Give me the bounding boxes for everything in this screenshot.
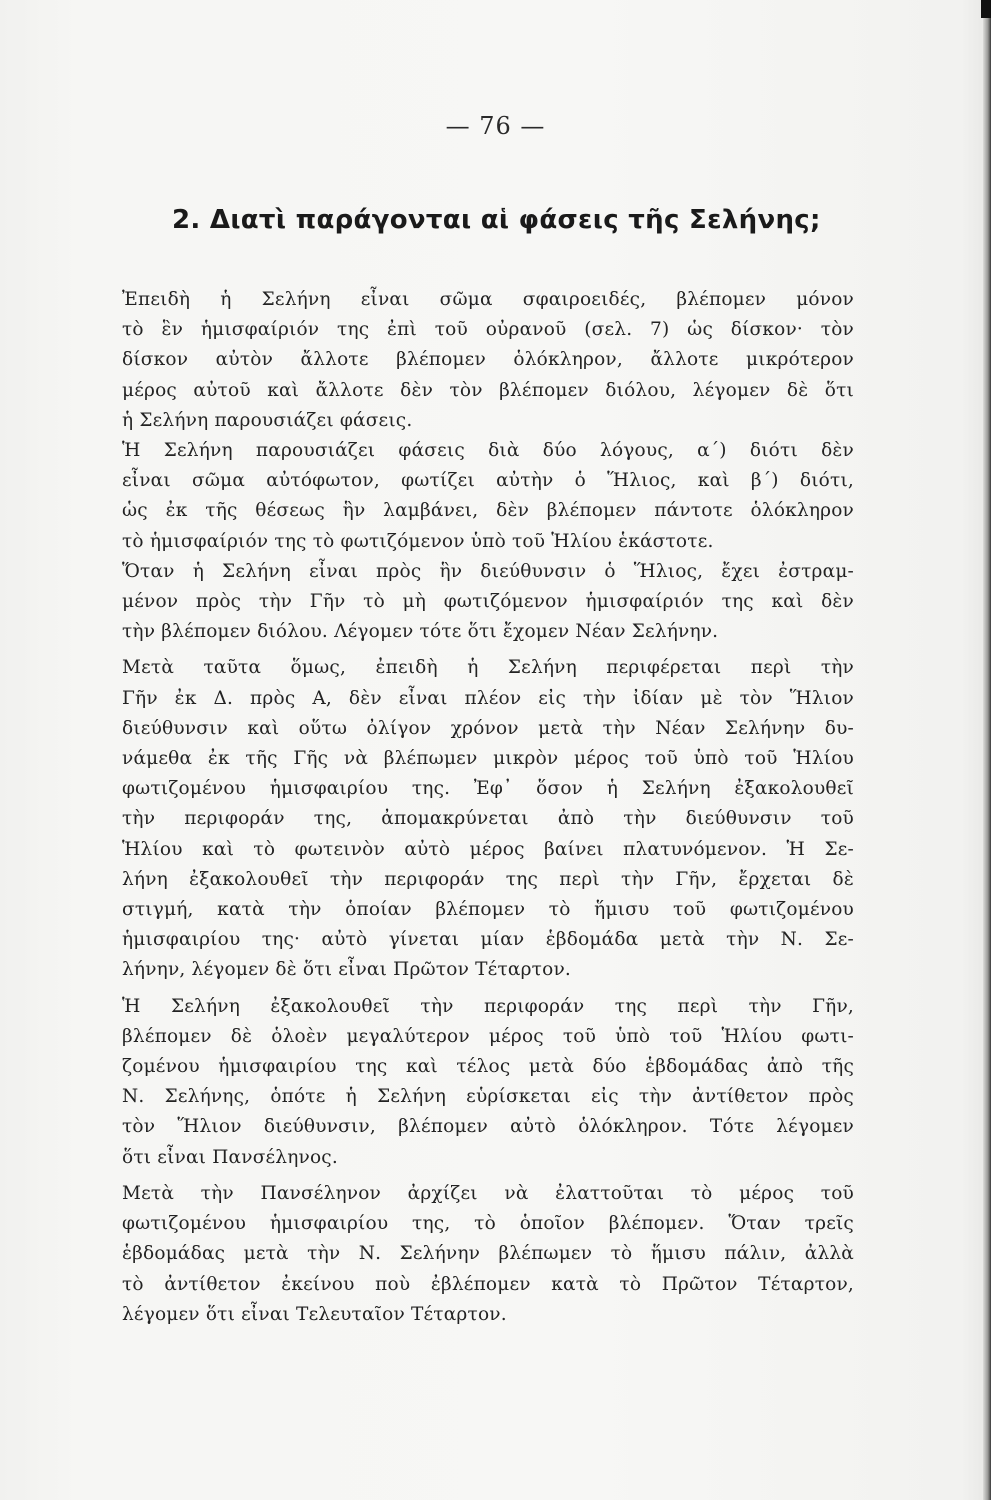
text-line: ἑβδομάδας μετὰ τὴν Ν. Σελήνην βλέπωμεν τὸ ἥμισυ πάλιν, ἀλλὰ — [122, 1243, 854, 1265]
text-line: στιγμή, κατὰ τὴν ὁποίαν βλέπομεν τὸ ἥμισυ τοῦ φωτιζομένου — [122, 899, 854, 921]
scan-edge-mark — [981, 0, 991, 18]
text-line: Ἐπειδὴ ἡ Σελήνη εἶναι σῶμα σφαιροειδές, βλέπομεν μόνον — [122, 289, 854, 310]
text-line: Γῆν ἐκ Δ. πρὸς Α, δὲν εἶναι πλέον εἰς τὴν ἰδίαν μὲ τὸν Ἥλιον — [122, 687, 854, 709]
text-line: Μετὰ τὴν Πανσέληνον ἀρχίζει νὰ ἐλαττοῦται τὸ μέρος τοῦ — [122, 1182, 854, 1204]
text-line: ζομένου ἡμισφαιρίου της καὶ τέλος μετὰ δύο ἑβδομάδας ἀπὸ τῆς — [122, 1056, 854, 1078]
text-line: τὸ ἡμισφαίριόν της τὸ φωτιζόμενον ὑπὸ τοῦ Ἡλίου ἑκάστοτε. — [122, 530, 714, 552]
text-line: μέρος αὐτοῦ καὶ ἄλλοτε δὲν τὸν βλέπομεν διόλου, λέγομεν δὲ ὅτι — [122, 379, 854, 401]
page-number: — 76 — — [445, 112, 546, 140]
paragraph-4 — [122, 653, 854, 985]
text-line: λέγομεν ὅτι εἶναι Τελευταῖον Τέταρτον. — [122, 1303, 507, 1325]
text-line: εἶναι σῶμα αὐτόφωτον, φωτίζει αὐτὴν ὁ Ἥλιος, καὶ β΄) διότι, — [122, 470, 854, 492]
text-line: τὸ ἓν ἡμισφαίριόν της ἐπὶ τοῦ οὐρανοῦ (σελ. 7) ὡς δίσκον· τὸν — [122, 319, 854, 341]
text-line: Ἡλίου καὶ τὸ φωτεινὸν αὐτὸ μέρος βαίνει πλατυνόμενον. Ἡ Σε- — [122, 838, 854, 860]
text-line: ὅτι εἶναι Πανσέληνος. — [122, 1146, 338, 1168]
text-line: Ἡ Σελήνη παρουσιάζει φάσεις διὰ δύο λόγους, α΄) διότι δὲν — [122, 440, 854, 462]
text-line: φωτιζομένου ἡμισφαιρίου της. Ἐφ᾽ ὅσον ἡ Σελήνη ἐξακολουθεῖ — [122, 778, 854, 800]
text-line: ἡμισφαιρίου της· αὐτὸ γίνεται μίαν ἑβδομάδα μετὰ τὴν Ν. Σε- — [122, 929, 854, 951]
text-line: νάμεθα ἐκ τῆς Γῆς νὰ βλέπωμεν μικρὸν μέρος τοῦ ὑπὸ τοῦ Ἡλίου — [122, 748, 854, 770]
text-line: διεύθυνσιν καὶ οὕτω ὀλίγον χρόνον μετὰ τὴν Νέαν Σελήνην δυ- — [122, 717, 854, 739]
text-line: τὴν περιφοράν της, ἀπομακρύνεται ἀπὸ τὴν διεύθυνσιν τοῦ — [122, 808, 854, 830]
text-line: Ν. Σελήνης, ὁπότε ἡ Σελήνη εὑρίσκεται εἰς τὴν ἀντίθετον πρὸς — [122, 1086, 854, 1108]
paragraph-1 — [122, 285, 854, 436]
text-line: τὴν βλέπομεν διόλου. Λέγομεν τότε ὅτι ἔχομεν Νέαν Σελήνην. — [122, 621, 719, 643]
text-line: Ὅταν ἡ Σελήνη εἶναι πρὸς ἣν διεύθυνσιν ὁ Ἥλιος, ἔχει ἐστραμ- — [122, 560, 854, 582]
text-line: φωτιζομένου ἡμισφαιρίου της, τὸ ὁποῖον βλέπομεν. Ὅταν τρεῖς — [122, 1213, 854, 1235]
text-line: ἡ Σελήνη παρουσιάζει φάσεις. — [122, 409, 413, 431]
paragraph-3 — [122, 557, 854, 648]
body-text — [122, 285, 854, 1330]
paragraph-2 — [122, 436, 854, 557]
paragraph-5 — [122, 992, 854, 1173]
text-line: δίσκον αὐτὸν ἄλλοτε βλέπομεν ὁλόκληρον, ἄλλοτε μικρότερον — [122, 349, 854, 371]
text-line: ὡς ἐκ τῆς θέσεως ἣν λαμβάνει, δὲν βλέπομεν πάντοτε ὁλόκληρον — [122, 500, 854, 522]
page-edge-shadow — [983, 0, 991, 1500]
section-heading: 2. Διατὶ παράγονται αἱ φάσεις τῆς Σελήνης; — [172, 205, 821, 235]
text-line: λήνην, λέγομεν δὲ ὅτι εἶναι Πρῶτον Τέταρτον. — [122, 959, 571, 981]
text-line: Μετὰ ταῦτα ὅμως, ἐπειδὴ ἡ Σελήνη περιφέρεται περὶ τὴν — [122, 657, 854, 679]
text-line: τὸ ἀντίθετον ἐκείνου ποὺ ἐβλέπομεν κατὰ τὸ Πρῶτον Τέταρτον, — [122, 1273, 854, 1295]
paragraph-6 — [122, 1179, 854, 1330]
text-line: λήνη ἐξακολουθεῖ τὴν περιφοράν της περὶ τὴν Γῆν, ἔρχεται δὲ — [122, 868, 854, 890]
text-line: μένον πρὸς τὴν Γῆν τὸ μὴ φωτιζόμενον ἡμισφαίριόν της καὶ δὲν — [122, 591, 854, 613]
text-line: βλέπομεν δὲ ὁλοὲν μεγαλύτερον μέρος τοῦ ὑπὸ τοῦ Ἡλίου φωτι- — [122, 1025, 854, 1047]
text-line: τὸν Ἥλιον διεύθυνσιν, βλέπομεν αὐτὸ ὁλόκληρον. Τότε λέγομεν — [122, 1116, 854, 1138]
text-line: Ἡ Σελήνη ἐξακολουθεῖ τὴν περιφοράν της περὶ τὴν Γῆν, — [122, 995, 854, 1017]
